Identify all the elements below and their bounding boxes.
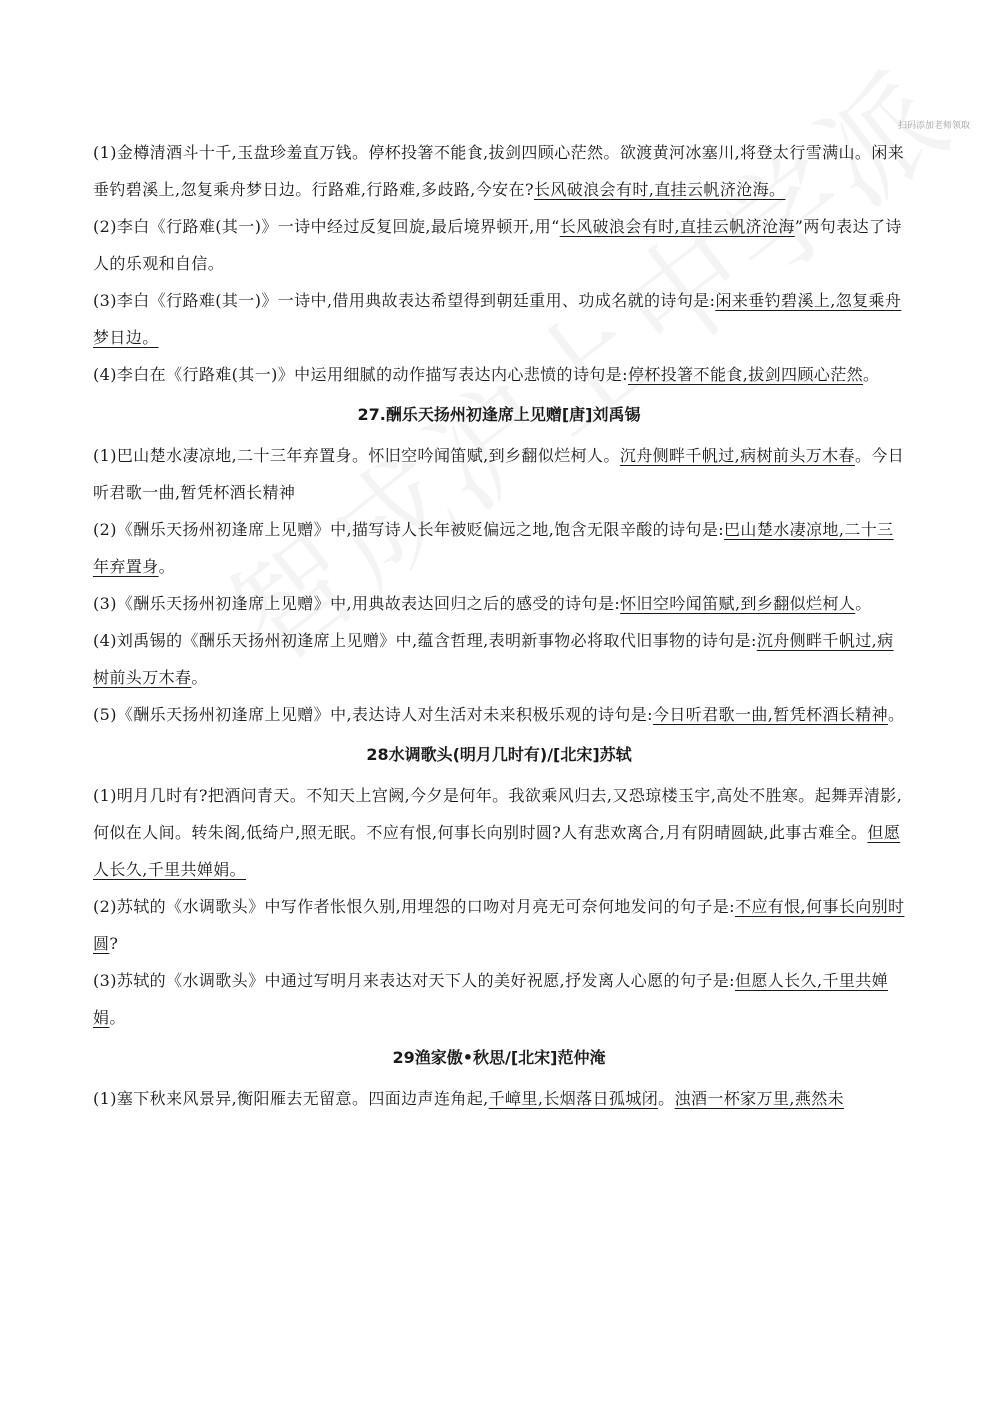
s28-q2-answer: 不应有恨,何事长向别时圆 (93, 897, 905, 953)
s26-q4-answer: 停杯投箸不能食,拔剑四顾心茫然 (627, 365, 864, 384)
s27-q5-suffix: 。 (888, 705, 905, 724)
s26-q2-prefix: (2)李白《行路难(其一)》一诗中经过反复回旋,最后境界顿开,用“ (93, 217, 560, 236)
s27-q2-text: (2)《酬乐天扬州初逢席上见赠》中,描写诗人长年被贬偏远之地,饱含无限辛酸的诗句是: (93, 520, 725, 539)
s27-q3-text: (3)《酬乐天扬州初逢席上见赠》中,用典故表达回归之后的感受的诗句是: (93, 594, 621, 613)
s26-q3 (93, 282, 905, 356)
s27-q3-answer: 怀旧空吟闻笛赋,到乡翻似烂柯人 (620, 594, 856, 613)
s28-q3 (93, 962, 905, 1036)
s27-q1 (93, 437, 905, 511)
s26-q2 (93, 208, 905, 282)
s26-q1 (93, 134, 905, 208)
s27-q4 (93, 622, 905, 696)
s27-q4-answer: 沉舟侧畔千帆过,病树前头万木春 (93, 631, 894, 687)
s27-q2 (93, 511, 905, 585)
s26-q2-suffix: ”两句表达了诗人的乐观和自信。 (93, 217, 902, 273)
s28-q2-suffix: ? (109, 934, 119, 953)
s29-q1-answer1: 千嶂里,长烟落日孤城闭 (488, 1089, 659, 1108)
content (93, 134, 905, 1117)
s27-q2-answer: 巴山楚水凄凉地,二十三年弃置身 (93, 520, 894, 576)
s27-q3 (93, 585, 905, 622)
s29-q1-text: (1)塞下秋来风景异,衡阳雁去无留意。四面边声连角起, (93, 1089, 489, 1108)
corner-mark: 扫码添加老师领取 (897, 121, 970, 131)
s28-q3-text: (3)苏轼的《水调歌头》中通过写明月来表达对天下人的美好祝愿,抒发离人心愿的句子是: (93, 971, 735, 990)
s29-q1-answer2: 浊酒一杯家万里,燕然未 (674, 1089, 845, 1108)
s29-title: 29渔家傲•秋思/[北宋]范仲淹 (392, 1048, 606, 1067)
s28-q3-suffix: 。 (109, 1008, 126, 1027)
s27-title: 27.酬乐天扬州初逢席上见赠[唐]刘禹锡 (357, 405, 641, 424)
s28-title: 28水调歌头(明月几时有)/[北宋]苏轼 (366, 745, 632, 764)
s27-q2-suffix: 。 (158, 557, 176, 576)
s28-q2-text: (2)苏轼的《水调歌头》中写作者怅恨久别,用埋怨的口吻对月亮无可奈何地发问的句子是: (93, 897, 735, 916)
s26-q1-answer: 长风破浪会有时,直挂云帆济沧海。 (533, 180, 786, 199)
s29-q1-mid: 。 (658, 1089, 675, 1108)
s27-q4-suffix: 。 (191, 668, 208, 687)
s28-q1 (93, 777, 905, 888)
s28-q2 (93, 888, 905, 962)
s29-q1 (93, 1080, 905, 1117)
s28-q1-answer: 但愿人长久,千里共婵娟。 (93, 823, 901, 879)
s26-q4-text: (4)李白在《行路难(其一)》中运用细腻的动作描写表达内心悲愤的诗句是: (93, 365, 628, 384)
s27-q5-answer: 今日听君歌一曲,暂凭杯酒长精神 (652, 705, 889, 724)
s27-q5 (93, 696, 905, 733)
s27-q1-answer: 沉舟侧畔千帆过,病树前头万木春 (619, 446, 855, 465)
s26-q4-suffix: 。 (863, 365, 880, 384)
s27-q5-text: (5)《酬乐天扬州初逢席上见赠》中,表达诗人对生活对未来积极乐观的诗句是: (93, 705, 653, 724)
s26-q3-answer: 闲来垂钓碧溪上,忽复乘舟梦日边。 (93, 291, 902, 347)
s27-q3-suffix: 。 (855, 594, 872, 613)
s26-q4 (93, 356, 905, 393)
s28-q1-text: (1)明月几时有?把酒问青天。不知天上宫阙,今夕是何年。我欲乘风归去,又恐琼楼玉宇,高处不胜寒。起舞弄清影,何似在人间。转朱阁,低绮户,照无眠。不应有恨,何事长向别时圆?人有悲欢离合,月有阴晴圆缺,此事古难全。 (93, 786, 903, 842)
s27-q1-text: (1)巴山楚水凄凉地,二十三年弃置身。怀旧空吟闻笛赋,到乡翻似烂柯人。 (93, 446, 620, 465)
s26-q2-answer: 长风破浪会有时,直挂云帆济沧海 (559, 217, 795, 236)
s28-q3-answer: 但愿人长久,千里共婵娟 (93, 971, 889, 1027)
s26-q3-text: (3)李白《行路难(其一)》一诗中,借用典故表达希望得到朝廷重用、功成名就的诗句是: (93, 291, 716, 310)
s27-q4-text: (4)刘禹锡的《酬乐天扬州初逢席上见赠》中,蕴含哲理,表明新事物必将取代旧事物的诗句是: (93, 631, 757, 650)
s27-q1-suffix: 。今日听君歌一曲,暂凭杯酒长精神 (93, 446, 905, 502)
s26-q1-text: (1)金樽清酒斗十千,玉盘珍羞直万钱。停杯投箸不能食,拔剑四顾心茫然。欲渡黄河冰塞川,将登太行雪满山。闲来垂钓碧溪上,忽复乘舟梦日边。行路难,行路难,多歧路,今安在? (93, 143, 905, 199)
